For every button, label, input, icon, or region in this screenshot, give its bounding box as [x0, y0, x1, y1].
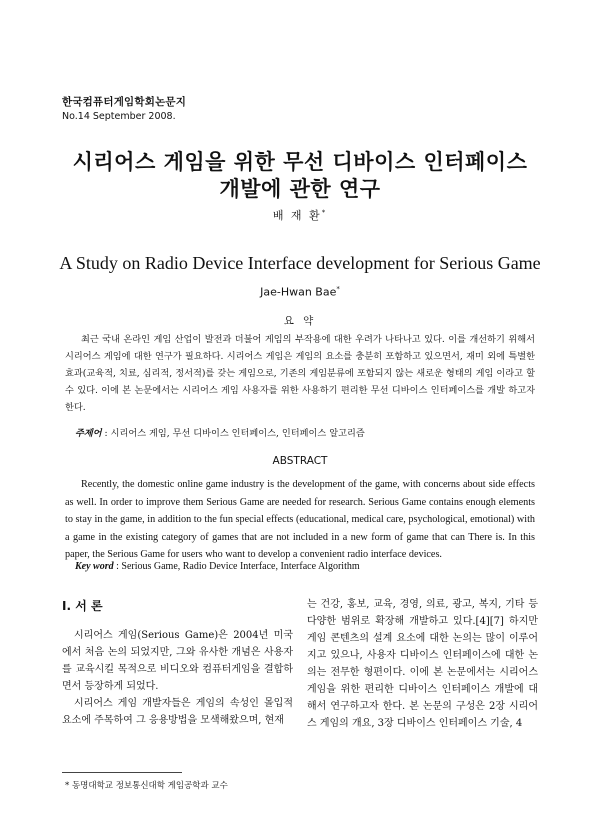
korean-keyword-label: 주제어 [75, 428, 102, 439]
journal-name: 한국컴퓨터게임학회논문지 [62, 96, 187, 108]
korean-abstract-text: 최근 국내 온라인 게임 산업이 발전과 더불어 게임의 부작용에 대한 우려가 나타나고 있다. 이를 개선하기 위해서 시리어스 게임에 대한 연구가 필요하다. 시리어스 게임은 게임의 요소를 충분히 포함하고 있으면서, 재미 외에 특별한 효과(교육적, 치료, 심리적, 정서적)를 갖는 게임으로, 기존의 게임분류에 포함되지 않는 새로운 형태의 게임 이라고 할 수 있다. 이에 본 논문에서는 시리어스 게임 사용자를 위한 사용하기 편리한 무선 디바이스 인터페이스를 개발 하고자 한다. [65, 334, 535, 413]
korean-abstract-heading: 요 약 [283, 315, 317, 327]
english-author-mark: * [336, 285, 340, 293]
english-keyword-label: Key word [75, 561, 114, 572]
body-paragraph: 시리어스 게임 개발자들은 게임의 속성인 몰입적 요소에 주목하여 그 응용방법을 모색해왔으며, 현재 [62, 698, 293, 726]
korean-title-line2: 개발에 관한 연구 [219, 176, 381, 201]
body-paragraph: 시리어스 게임(Serious Game)은 2004년 미국에서 처음 논의 되었지만, 그와 유사한 개념은 사용자를 교육시킬 목적으로 비디오와 컴퓨터게임을 결합하면서 등장하게 되었다. [62, 630, 293, 692]
korean-title [0, 148, 600, 202]
korean-keywords [75, 425, 365, 439]
korean-keyword-list: : 시리어스 게임, 무선 디바이스 인터페이스, 인터페이스 알고리즘 [101, 428, 365, 439]
korean-author-mark: * [321, 208, 328, 217]
footnote: * 동명대학교 정보통신대학 게임공학과 교수 [65, 781, 228, 791]
english-author-name: Jae-Hwan Bae [260, 285, 337, 299]
english-abstract-text: Recently, the domestic online game industry is the development of the game, with concerns about side effects as well. In order to improve them Serious Game are needed for research. Serious Game contains enough elements to stay in the game, in addition to the fun special effects (educational, medical care, psychological, emotional) with a game in the existing category of games that are not included in a new form of game that can There is. In this paper, the Serious Game for users who want to develop a convenient radio interface devices. [65, 479, 535, 561]
body-right-column [307, 596, 538, 732]
journal-issue: No.14 September 2008. [62, 111, 176, 122]
korean-author [0, 207, 600, 223]
section-1-heading: Ⅰ. 서 론 [62, 599, 103, 613]
english-abstract-heading: ABSTRACT [272, 455, 328, 467]
english-keywords [75, 561, 360, 572]
journal-header [62, 94, 186, 122]
korean-author-name: 배 재 환 [272, 209, 322, 222]
body-left-column [62, 627, 293, 729]
english-title: A Study on Radio Device Interface development for Serious Game [59, 253, 541, 273]
footnote-rule [62, 772, 182, 773]
english-keyword-list: : Serious Game, Radio Device Interface, Interface Algorithm [113, 561, 360, 572]
body-paragraph: 는 건강, 홍보, 교육, 경영, 의료, 광고, 복지, 기타 등 다양한 범위로 확장해 개발하고 있다.[4][7] 하지만 게임 콘텐츠의 설계 요소에 대한 논의는 많이 이루어지고 있으나, 사용자 디바이스 인터페이스에 대한 논의는 전무한 형편이다. 이에 본 논문에서는 시리어스 게임을 위한 편리한 디바이스 인터페이스 개발에 대해서 연구하고자 한다. 본 논문의 구성은 2장 시리어스 게임의 개요, 3장 디바이스 인터페이스 기술, 4 [307, 599, 538, 729]
korean-title-line1: 시리어스 게임을 위한 무선 디바이스 인터페이스 [72, 149, 528, 174]
english-author [0, 285, 600, 299]
